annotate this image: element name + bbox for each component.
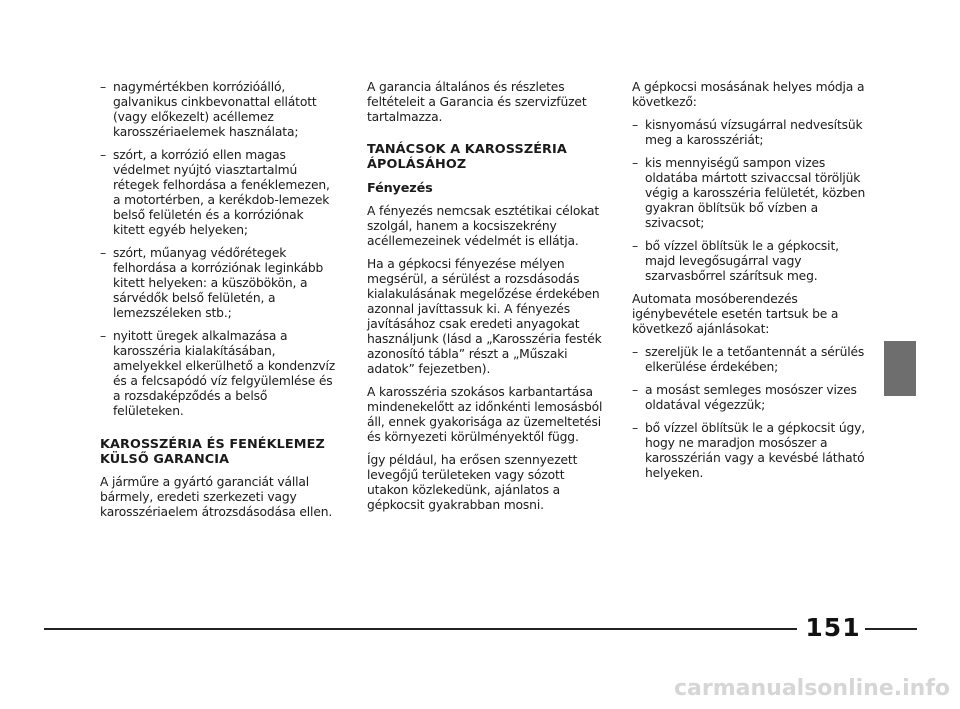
paragraph: A járműre a gyártó garanciát vállal bármely, eredeti szerkezeti vagy karosszériaelem átrozsdásodása ellen.: [100, 475, 333, 519]
bullet-item-text: nyitott üregek alkalmazása a karosszéria kialakításában, amelyekkel elkerülhető a kondenzvíz és a felcsapódó víz felgyülemlése és a rozsdaképződés a belső felületeken.: [113, 329, 336, 418]
text-column-2: [367, 80, 605, 521]
paragraph: A gépkocsi mosásának helyes módja a következő:: [632, 80, 865, 109]
paragraph: A fényezés nemcsak esztétikai célokat szolgál, hanem a kocsiszekrény acéllemezeinek védelmét is ellátja.: [367, 204, 600, 248]
text-column-1: [100, 80, 338, 528]
bullet-item-text: szereljük le a tetőantennát a sérülés elkerülése érdekében;: [645, 345, 865, 374]
bullet-list-item: [632, 345, 872, 375]
dash-bullet-icon: –: [100, 246, 106, 260]
subsection-heading: Fényezés: [367, 181, 433, 196]
bullet-list-item: [100, 246, 338, 321]
bullet-item-text: bő vízzel öblítsük le a gépkocsit úgy, hogy ne maradjon mosószer a karosszérián vagy a kevésbé látható helyeken.: [645, 421, 866, 480]
bullet-list-item: [632, 239, 872, 284]
dash-bullet-icon: –: [632, 345, 638, 359]
dash-bullet-icon: –: [632, 118, 638, 132]
bullet-item-text: a mosást semleges mosószer vizes oldatával végezzük;: [645, 383, 857, 412]
paragraph: Ha a gépkocsi fényezése mélyen megsérül, a sérülést a rozsdásodás kialakulásának megelőzése érdekében azonnal javíttassuk ki. A fényezés javításához csak eredeti anyagokat használjunk (lásd a „Karosszéria festék azonosító tábla” részt a „Műszaki adatok” fejezetben).: [367, 257, 602, 376]
bullet-item-text: szórt, a korrózió ellen magas védelmet nyújtó viasztartalmú rétegek felhordása a fenéklemezen, a motortérben, a kerékdob-lemezek belső felületén és a korróziónak kitett egyéb helyeken;: [113, 148, 330, 237]
watermark-text: carmanualsonline.info: [674, 676, 950, 701]
bullet-list-item: [632, 156, 872, 231]
bullet-item-text: nagymértékben korrózióálló, galvanikus cinkbevonattal ellátott (vagy előkezelt) acéllemez karosszériaelemek használata;: [113, 80, 317, 139]
bullet-list-item: [632, 383, 872, 413]
section-heading: TANÁCSOK A KAROSSZÉRIA ÁPOLÁSÁHOZ: [367, 142, 567, 172]
bullet-item-text: szórt, műanyag védőrétegek felhordása a korróziónak leginkább kitett helyeken: a küszöbökön, a sárvédők belső felületén, a lemezszéleken stb.;: [113, 246, 324, 320]
footer-rule-left: [44, 628, 797, 630]
bullet-list-item: [100, 329, 338, 419]
paragraph: Automata mosóberendezés igénybevétele esetén tartsuk be a következő ajánlásokat:: [632, 292, 839, 336]
dash-bullet-icon: –: [632, 421, 638, 435]
dash-bullet-icon: –: [632, 383, 638, 397]
footer-rule-right: [865, 628, 917, 630]
dash-bullet-icon: –: [100, 80, 106, 94]
paragraph: Így például, ha erősen szennyezett levegőjű területeken vagy sózott utakon közlekedünk, ajánlatos a gépkocsit gyakrabban mosni.: [367, 453, 578, 512]
bullet-item-text: kis mennyiségű sampon vizes oldatába mártott szivaccsal töröljük végig a karosszéria felületét, közben gyakran öblítsük bő vízben a szivacsot;: [645, 156, 866, 230]
paragraph: A garancia általános és részletes feltételeit a Garancia és szervizfüzet tartalmazza.: [367, 80, 587, 124]
section-heading: KAROSSZÉRIA ÉS FENÉKLEMEZ KÜLSŐ GARANCIA: [100, 437, 325, 467]
chapter-tab-marker: [884, 341, 916, 396]
text-column-3: [632, 80, 872, 489]
bullet-list-item: [632, 118, 872, 148]
dash-bullet-icon: –: [100, 148, 106, 162]
dash-bullet-icon: –: [100, 329, 106, 343]
bullet-list-item: [100, 80, 338, 140]
paragraph: A karosszéria szokásos karbantartása mindenekelőtt az időnkénti lemosásból áll, ennek gyakorisága az üzemeltetési és környezeti körülményektől függ.: [367, 385, 603, 444]
dash-bullet-icon: –: [632, 239, 638, 253]
page-number: 151: [805, 613, 861, 642]
bullet-item-text: kisnyomású vízsugárral nedvesítsük meg a karosszériát;: [645, 118, 863, 147]
bullet-item-text: bő vízzel öblítsük le a gépkocsit, majd levegősugárral vagy szarvasbőrrel szárítsuk meg.: [645, 239, 839, 283]
bullet-list-item: [100, 148, 338, 238]
dash-bullet-icon: –: [632, 156, 638, 170]
bullet-list-item: [632, 421, 872, 481]
